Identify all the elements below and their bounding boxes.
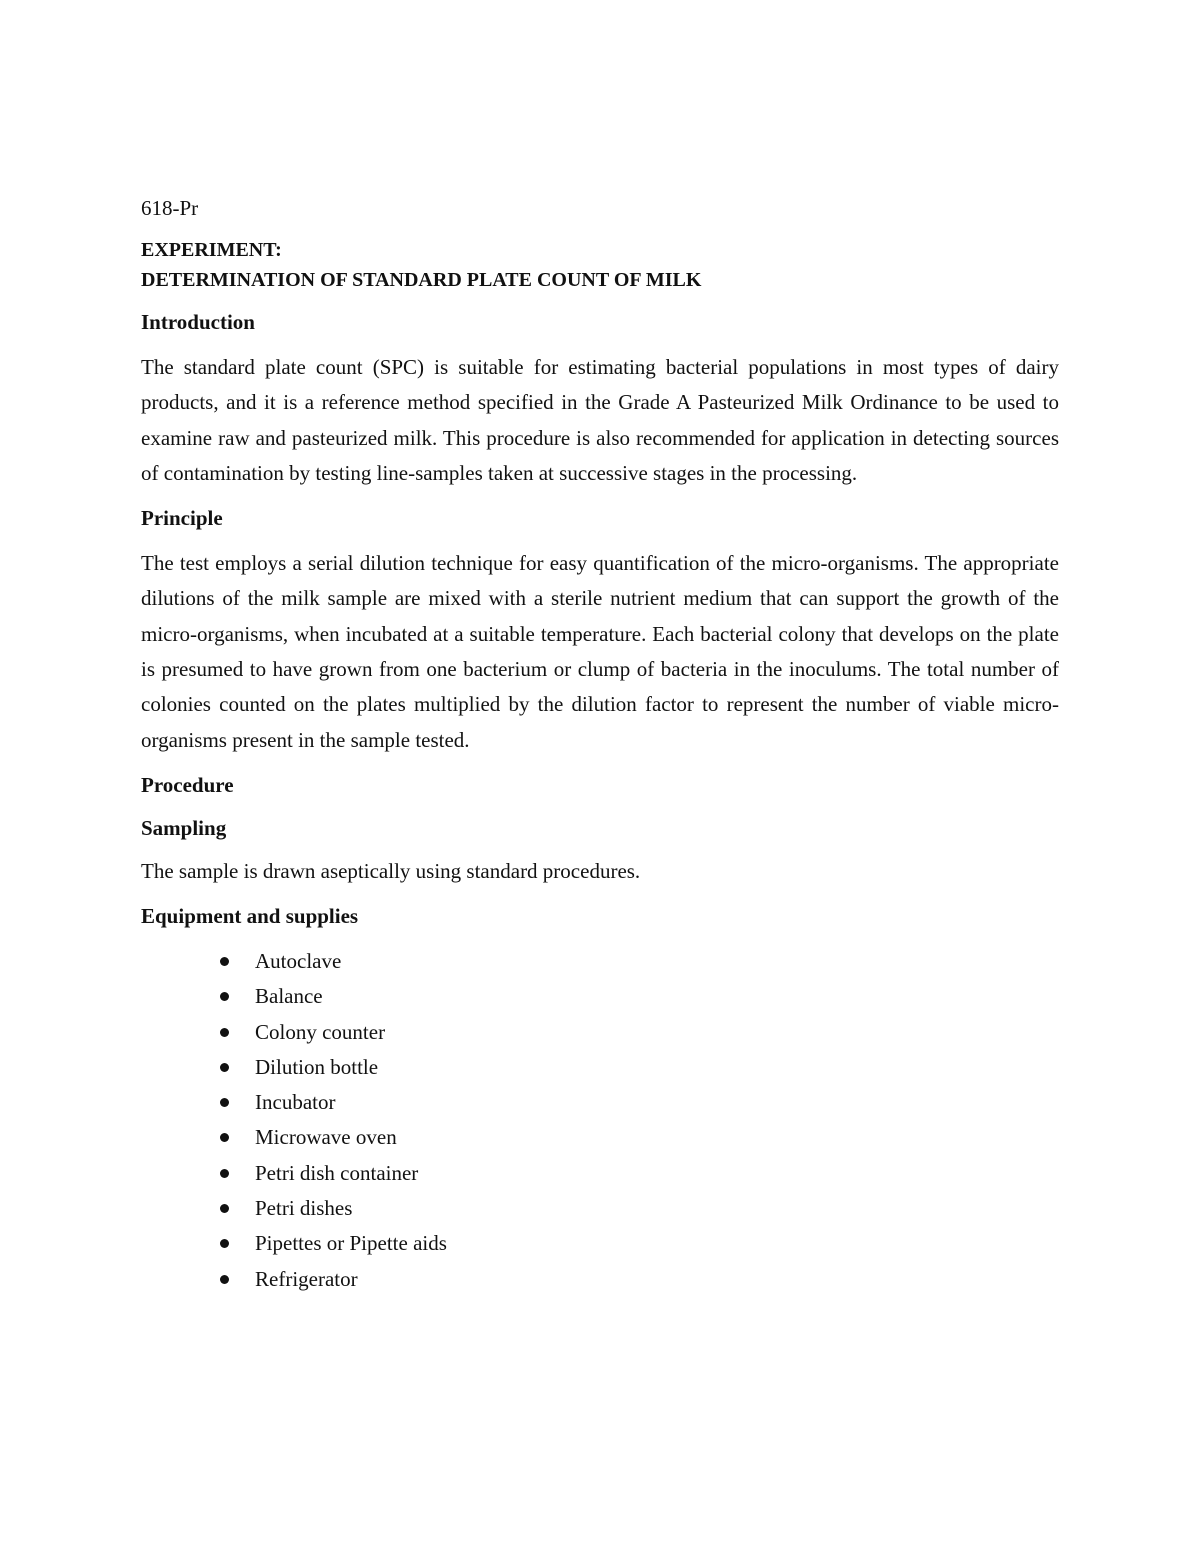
sampling-heading: Sampling [141, 815, 227, 840]
list-item-label: Refrigerator [255, 1266, 358, 1291]
list-item [218, 1050, 1059, 1085]
list-item-label: Dilution bottle [255, 1054, 379, 1079]
document-id: 618-Pr [141, 196, 199, 220]
sampling-paragraph: The sample is drawn aseptically using standard procedures. [141, 858, 641, 883]
list-item-label: Pipettes or Pipette aids [255, 1231, 447, 1256]
list-item [218, 1156, 1059, 1191]
list-item-label: Microwave oven [255, 1125, 397, 1150]
bullet-icon [220, 992, 229, 1001]
list-item [218, 979, 1059, 1014]
bullet-icon [220, 1169, 229, 1178]
experiment-title: DETERMINATION OF STANDARD PLATE COUNT OF MILK [141, 269, 702, 291]
list-item-label: Autoclave [255, 948, 342, 973]
bullet-icon [220, 1133, 229, 1142]
introduction-heading: Introduction [141, 310, 255, 334]
list-item [218, 1085, 1059, 1120]
bullet-icon [220, 1204, 229, 1213]
bullet-icon [220, 1275, 229, 1284]
list-item [218, 1226, 1059, 1261]
list-item [218, 944, 1059, 979]
principle-heading: Principle [141, 506, 223, 531]
experiment-heading [141, 235, 1059, 295]
list-item-label: Balance [255, 984, 323, 1009]
list-item [218, 1120, 1059, 1155]
list-item-label: Incubator [255, 1090, 336, 1115]
bullet-icon [220, 957, 229, 966]
bullet-icon [220, 1028, 229, 1037]
procedure-heading: Procedure [141, 772, 234, 797]
principle-paragraph: The test employs a serial dilution technique for easy quantification of the micro-organisms. The appropriate dilutions of the milk sample are mixed with a sterile nutrient medium that can support the growth of the micro-organisms, when incubated at a suitable temperature. Each bacterial colony that develops on the plate is presumed to have grown from one bacterium or clump of bacteria in the inoculums. The total number of colonies counted on the plates multiplied by the dilution factor to represent the number of viable micro-organisms present in the sample tested. [141, 551, 1059, 752]
experiment-label: EXPERIMENT: [141, 239, 282, 261]
bullet-icon [220, 1063, 229, 1072]
list-item-label: Petri dish container [255, 1160, 419, 1185]
introduction-paragraph: The standard plate count (SPC) is suitable for estimating bacterial populations in most types of dairy products, and it is a reference method specified in the Grade A Pasteurized Milk Ordinance to be used to examine raw and pasteurized milk. This procedure is also recommended for application in detecting sources of contamination by testing line-samples taken at successive stages in the processing. [141, 355, 1059, 485]
list-item [218, 1015, 1059, 1050]
list-item-label: Petri dishes [255, 1196, 353, 1221]
bullet-icon [220, 1098, 229, 1107]
document-page [141, 193, 1059, 1297]
list-item-label: Colony counter [255, 1019, 386, 1044]
equipment-list [141, 944, 1059, 1297]
bullet-icon [220, 1239, 229, 1248]
list-item [218, 1262, 1059, 1297]
list-item [218, 1191, 1059, 1226]
equipment-heading: Equipment and supplies [141, 903, 359, 928]
